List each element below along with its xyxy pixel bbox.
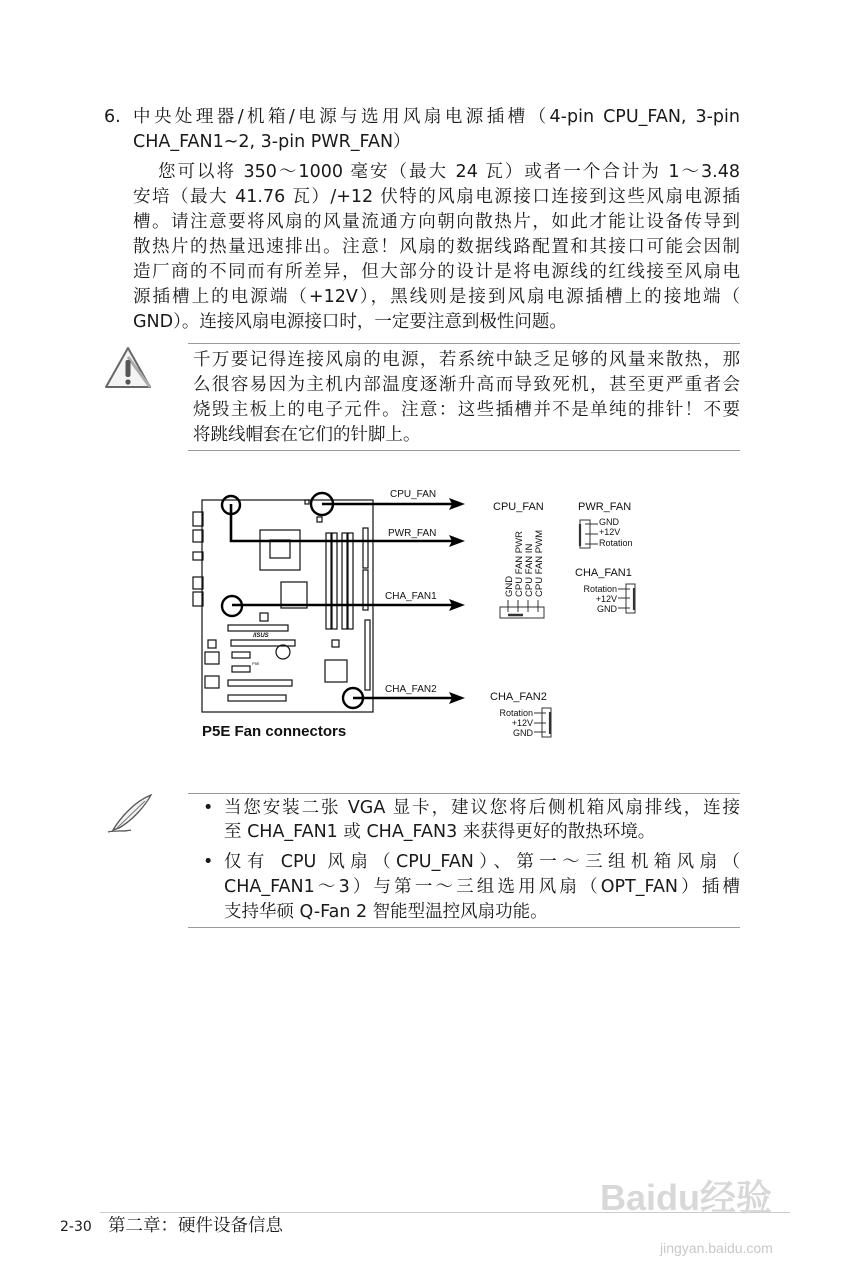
pin-label: GND: [504, 575, 515, 597]
warning-line: 千万要记得连接风扇的电源，若系统中缺乏足够的风量来散热，那: [193, 350, 740, 370]
cpu-fan-header: [500, 600, 544, 618]
note-line: 支持华硕 Q-Fan 2 智能型温控风扇功能。: [224, 902, 548, 922]
arrow-label-cpu-fan: CPU_FAN: [390, 489, 437, 500]
pwr-fan-title: PWR_FAN: [578, 501, 632, 513]
pin-label: GND: [513, 728, 533, 738]
pin-label: Rotation: [599, 538, 633, 548]
section-heading-line-1: 中央处理器/机箱/电源与选用风扇电源插槽（4-pin CPU_FAN, 3-pin: [133, 107, 740, 127]
body-line: 造厂商的不同而有所差异，但大部分的设计是将电源线的红线接至风扇电: [133, 262, 740, 282]
body-line: 源插槽上的电源端（+12V），黑线则是接到风扇电源插槽上的接地端（: [133, 287, 740, 307]
pin-label: GND: [597, 604, 617, 614]
cpu-fan-title: CPU_FAN: [493, 501, 544, 513]
warning-top-rule: [188, 343, 740, 344]
note-line: 仅有 CPU 风扇（CPU_FAN）、第一～三组机箱风扇（: [224, 852, 740, 872]
pin-label: Rotation: [583, 584, 617, 594]
warning-line: 么很容易因为主机内部温度逐渐升高而导致死机，甚至更严重者会: [193, 375, 740, 395]
fan-connectors-diagram: [190, 480, 660, 750]
arrow-label-cha-fan1: CHA_FAN1: [385, 591, 437, 602]
cha-fan2-header: [534, 708, 551, 737]
diagram-caption: P5E Fan connectors: [202, 723, 347, 740]
note-bullet: •: [203, 798, 214, 818]
body-line: GND）。连接风扇电源接口时，一定要注意到极性问题。: [133, 312, 567, 332]
warning-triangle-icon: [103, 345, 153, 391]
warning-line: 烧毁主板上的电子元件。注意：这些插槽并不是单纯的排针！不要: [193, 400, 740, 420]
body-line: 槽。请注意要将风扇的风量流通方向朝向散热片，如此才能让设备传导到: [133, 212, 740, 232]
cha-fan1-title: CHA_FAN1: [575, 567, 632, 579]
pin-label: CPU FAN PWR: [514, 531, 525, 597]
warning-bottom-rule: [188, 450, 740, 451]
note-line: 当您安装二张 VGA 显卡，建议您将后侧机箱风扇排线，连接: [224, 798, 740, 818]
pin-label: CPU FAN PWM: [534, 529, 545, 597]
note-line: CHA_FAN1～3）与第一～三组选用风扇（OPT_FAN）插槽: [224, 877, 740, 897]
cha-fan2-title: CHA_FAN2: [490, 691, 547, 703]
arrow-label-cha-fan2: CHA_FAN2: [385, 684, 437, 695]
cha-fan1-header: [618, 584, 635, 613]
arrow-label-pwr-fan: PWR_FAN: [388, 528, 437, 539]
board-model: P5E: [252, 661, 260, 666]
body-line: 散热片的热量迅速排出。注意！风扇的数据线路配置和其接口可能会因制: [133, 237, 740, 257]
section-number: 6.: [104, 107, 121, 127]
footer-page-number: 2-30: [60, 1219, 92, 1235]
pin-label: GND: [599, 517, 619, 527]
pwr-fan-header: [580, 520, 598, 548]
watermark-logo: Baidu经验: [600, 1177, 773, 1218]
body-line: 您可以将 350～1000 毫安（最大 24 瓦）或者一个合计为 1～3.48: [158, 162, 740, 182]
note-line: 至 CHA_FAN1 或 CHA_FAN3 来获得更好的散热环境。: [224, 822, 656, 842]
arrowheads: [449, 498, 465, 704]
board-logo: /ISUS: [253, 633, 269, 639]
note-bottom-rule: [188, 927, 740, 928]
pin-label: Rotation: [499, 708, 533, 718]
watermark-url: jingyan.baidu.com: [660, 1240, 773, 1256]
pin-label: +12V: [599, 527, 621, 537]
footer-chapter: 第二章：硬件设备信息: [108, 1216, 283, 1236]
warning-line: 将跳线帽套在它们的针脚上。: [193, 425, 421, 445]
body-line: 安培（最大 41.76 瓦）/+12 伏特的风扇电源接口连接到这些风扇电源插: [133, 187, 740, 207]
cpu-fan-pins: [504, 530, 545, 597]
pin-label: +12V: [511, 718, 533, 728]
pen-note-icon: [105, 792, 155, 836]
note-bullet: •: [203, 852, 214, 872]
section-heading-line-2: CHA_FAN1~2, 3-pin PWR_FAN）: [133, 132, 411, 152]
pin-label: +12V: [595, 594, 617, 604]
note-top-rule: [188, 793, 740, 794]
pin-label: CPU FAN IN: [524, 543, 535, 597]
